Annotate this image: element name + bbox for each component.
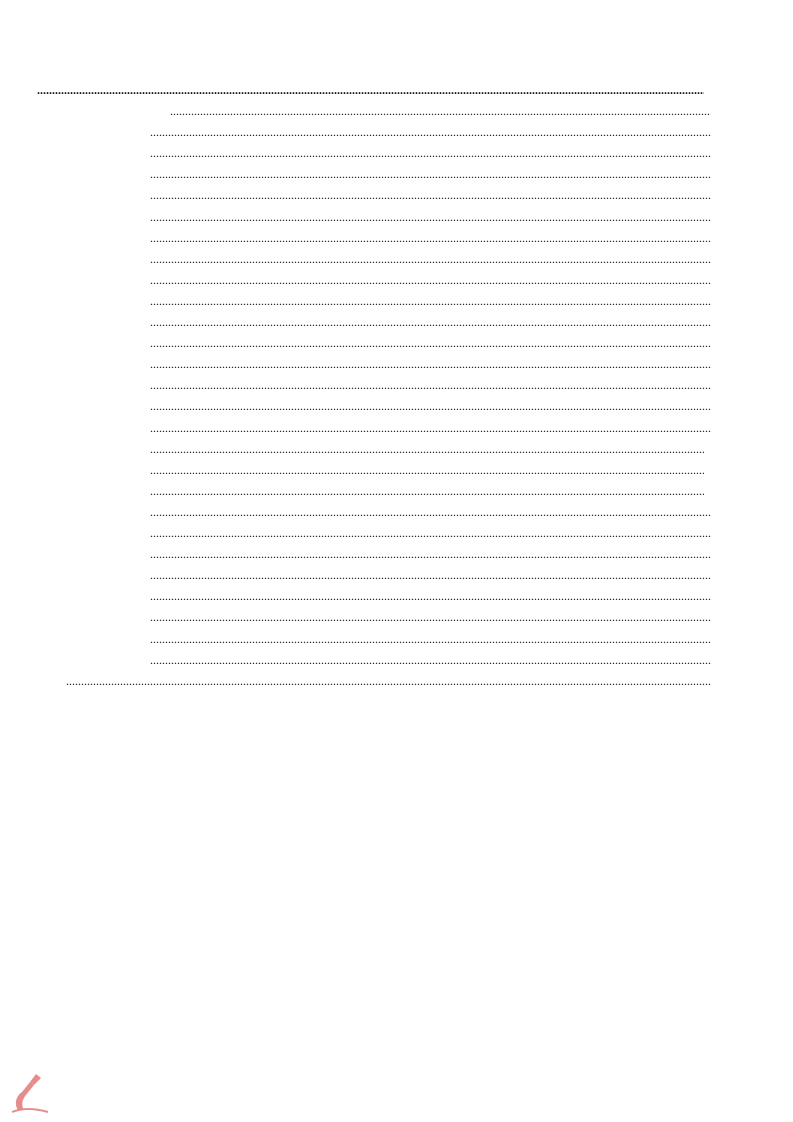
toc-entry[interactable] xyxy=(58,631,711,647)
toc-entry[interactable] xyxy=(58,166,711,182)
dot-leader xyxy=(150,588,711,604)
toc-entry[interactable] xyxy=(58,609,711,625)
dot-leader xyxy=(150,483,704,499)
dot-leader xyxy=(66,673,711,689)
toc-entry[interactable] xyxy=(58,441,704,457)
dot-leader xyxy=(150,525,711,541)
dot-leader xyxy=(150,377,711,393)
toc-entry[interactable] xyxy=(58,483,704,499)
dot-leader xyxy=(150,546,711,562)
toc-entry[interactable] xyxy=(58,652,711,668)
toc-entry[interactable] xyxy=(58,145,711,161)
toc-entry[interactable] xyxy=(58,673,711,689)
dot-leader xyxy=(150,631,711,647)
toc-entry[interactable] xyxy=(58,251,711,267)
toc-entry[interactable] xyxy=(58,377,711,393)
toc-entry[interactable] xyxy=(58,567,711,583)
dot-leader xyxy=(150,462,704,478)
toc-entry[interactable] xyxy=(58,124,711,140)
dot-leader xyxy=(150,335,711,351)
injector-icon xyxy=(8,1070,52,1114)
toc-entry[interactable] xyxy=(58,314,711,330)
toc-entry[interactable] xyxy=(58,272,711,288)
toc-entry[interactable] xyxy=(58,356,711,372)
toc-entry[interactable] xyxy=(58,504,711,520)
dot-leader xyxy=(150,230,711,246)
dot-leader xyxy=(150,166,711,182)
dot-leader xyxy=(150,293,711,309)
dot-leader xyxy=(150,251,711,267)
toc-entry[interactable] xyxy=(58,462,704,478)
dot-leader xyxy=(150,398,711,414)
toc-entry[interactable] xyxy=(58,209,711,225)
dot-leader xyxy=(150,209,711,225)
toc-entry[interactable] xyxy=(58,187,711,203)
dot-leader xyxy=(150,420,711,436)
toc-entry[interactable] xyxy=(58,588,711,604)
dot-leader xyxy=(150,356,711,372)
toc-entry[interactable] xyxy=(58,398,711,414)
toc-entry[interactable] xyxy=(58,335,711,351)
dot-leader xyxy=(150,504,711,520)
dot-leader xyxy=(150,609,711,625)
toc-entry[interactable] xyxy=(58,525,711,541)
watermark xyxy=(8,1066,218,1116)
toc-entry[interactable] xyxy=(58,293,711,309)
dot-leader xyxy=(150,272,711,288)
dot-leader xyxy=(170,103,711,119)
toc-entry[interactable] xyxy=(58,230,711,246)
toc-entry[interactable] xyxy=(58,420,711,436)
toc-entry[interactable] xyxy=(58,546,711,562)
toc-entry[interactable] xyxy=(58,103,711,119)
toc-main-section[interactable] xyxy=(37,82,704,98)
dot-leader xyxy=(150,567,711,583)
dot-leader xyxy=(150,124,711,140)
dot-leader xyxy=(150,145,711,161)
dot-leader xyxy=(37,82,704,98)
dot-leader xyxy=(150,441,704,457)
dot-leader xyxy=(150,314,711,330)
dot-leader xyxy=(150,652,711,668)
dot-leader xyxy=(150,187,711,203)
